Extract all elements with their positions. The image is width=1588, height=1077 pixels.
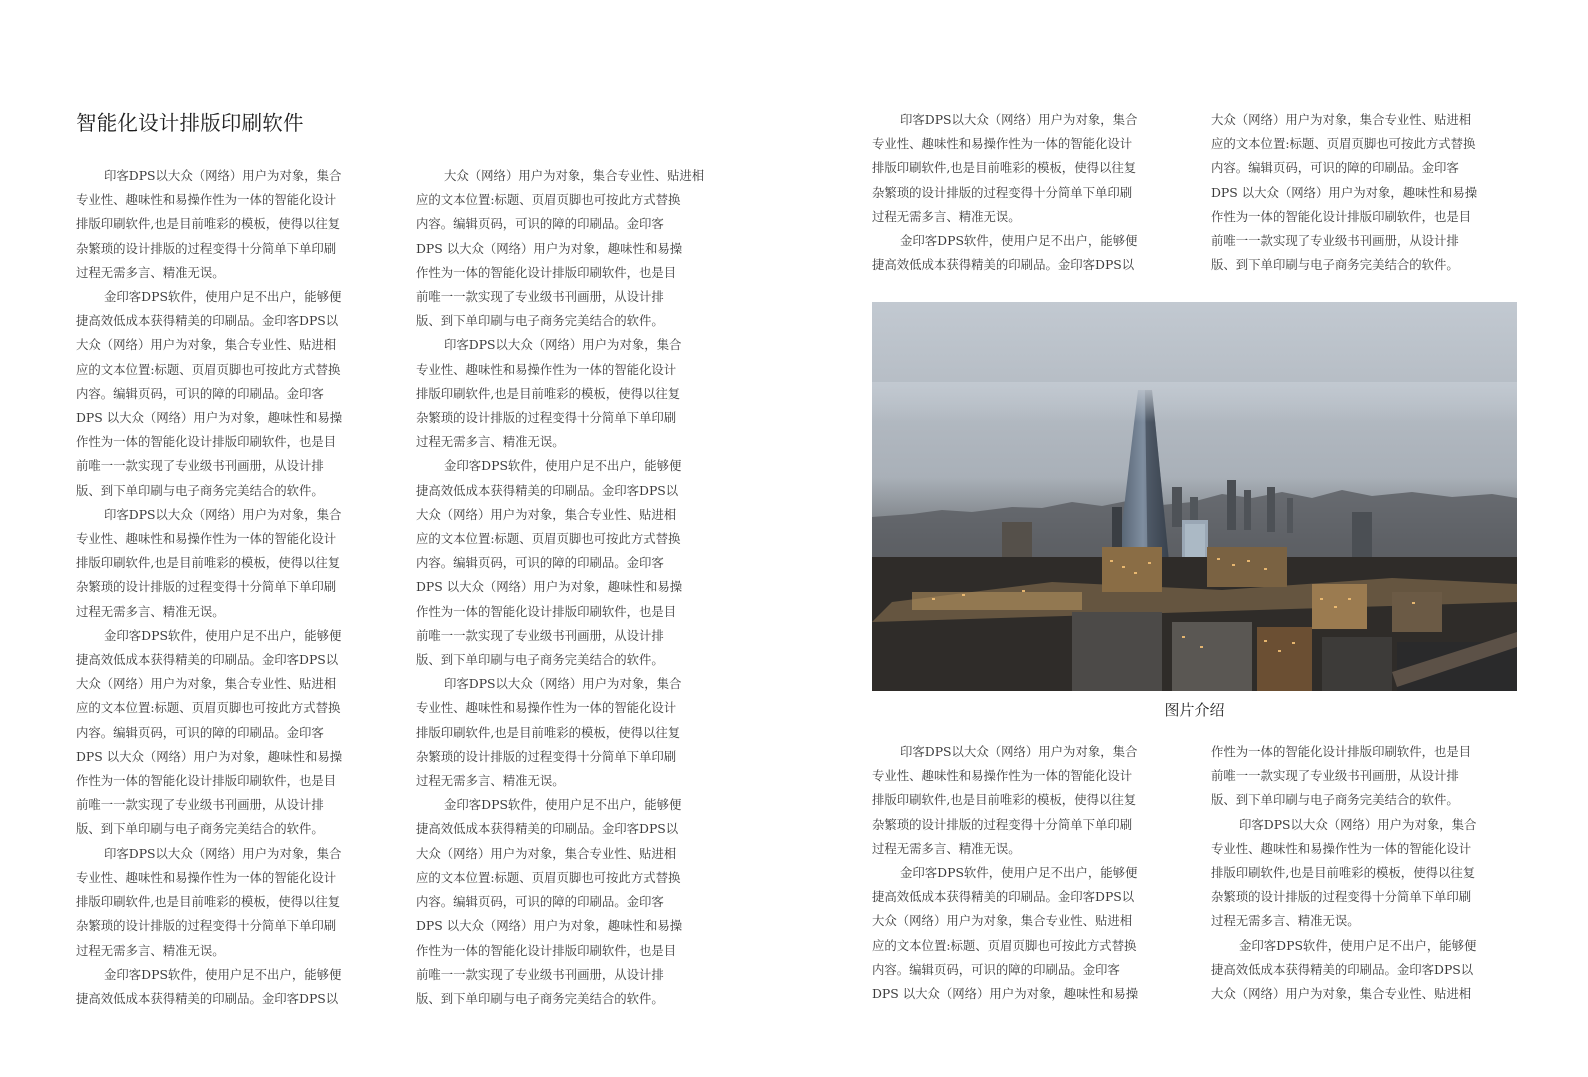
text-line: 印客DPS以大众（网络）用户为对象，集合 [1239,816,1477,832]
text-column-2 [416,164,718,1011]
text-line: 前唯一一款实现了专业级书刊画册，从设计排 [1211,768,1459,784]
paragraph [76,503,378,624]
paragraph [416,164,718,333]
paragraph [1211,108,1513,277]
text-line: 排版印刷软件,也是目前唯彩的模板，使得以往复 [76,894,341,910]
text-line: 大众（网络）用户为对象，集合专业性、贴进相 [444,168,705,183]
city-skyline-photo [872,302,1517,691]
text-line: 排版印刷软件,也是目前唯彩的模板，使得以往复 [76,216,341,232]
text-line: 排版印刷软件,也是目前唯彩的模板，使得以往复 [872,792,1137,808]
text-line: 金印客DPS软件，使用户足不出户，能够便 [900,233,1138,249]
text-line: 版、到下单印刷与电子商务完美结合的软件。 [1211,257,1459,273]
text-line: 前唯一一款实现了专业级书刊画册，从设计排 [76,797,324,813]
paragraph [76,164,378,285]
text-line: DPS 以大众（网络）用户为对象，趣味性和易操 [76,748,343,764]
text-line: DPS 以大众（网络）用户为对象，趣味性和易操 [1211,184,1478,200]
text-line: 版、到下单印刷与电子商务完美结合的软件。 [1211,792,1459,808]
text-line: 捷高效低成本获得精美的印刷品。金印客DPS以 [416,482,679,498]
text-line: 过程无需多言、精准无误。 [872,208,1021,224]
text-line: 杂繁琐的设计排版的过程变得十分简单下单印刷 [872,184,1133,200]
paragraph [76,624,378,842]
text-line: 版、到下单印刷与电子商务完美结合的软件。 [416,652,664,668]
text-line: 应的文本位置:标题、页眉页脚也可按此方式替换 [416,869,681,885]
text-line: 金印客DPS软件，使用户足不出户，能够便 [104,966,342,982]
page-title: 智能化设计排版印刷软件 [76,111,304,135]
text-line: 前唯一一款实现了专业级书刊画册，从设计排 [416,966,664,982]
photo-illustration [872,302,1517,691]
paragraph [416,793,718,1011]
text-line: 捷高效低成本获得精美的印刷品。金印客DPS以 [76,313,339,329]
text-line: 应的文本位置:标题、页眉页脚也可按此方式替换 [416,531,681,547]
text-line: 杂繁琐的设计排版的过程变得十分简单下单印刷 [76,240,337,256]
text-line: 作性为一体的智能化设计排版印刷软件，也是目 [76,434,337,450]
text-line: 印客DPS以大众（网络）用户为对象，集合 [900,744,1138,759]
text-line: 杂繁琐的设计排版的过程变得十分简单下单印刷 [76,579,337,595]
text-line: 大众（网络）用户为对象，集合专业性、贴进相 [416,506,677,522]
text-line: 印客DPS以大众（网络）用户为对象，集合 [444,676,682,692]
paragraph [76,963,378,1011]
text-line: 前唯一一款实现了专业级书刊画册，从设计排 [416,289,664,305]
text-line: 杂繁琐的设计排版的过程变得十分简单下单印刷 [1211,889,1472,905]
photo-caption: 图片介绍 [1164,701,1225,719]
text-line: DPS 以大众（网络）用户为对象，趣味性和易操 [872,986,1139,1002]
text-line: 应的文本位置:标题、页眉页脚也可按此方式替换 [416,192,681,208]
text-line: 版、到下单印刷与电子商务完美结合的软件。 [416,313,664,329]
text-line: 金印客DPS软件，使用户足不出户，能够便 [104,289,342,305]
text-line: 专业性、趣味性和易操作性为一体的智能化设计 [76,531,337,547]
text-line: DPS 以大众（网络）用户为对象，趣味性和易操 [76,410,343,426]
paragraph [872,108,1174,229]
text-line: 过程无需多言、精准无误。 [1211,913,1360,929]
paragraph [416,333,718,454]
text-line: 前唯一一款实现了专业级书刊画册，从设计排 [416,627,664,643]
text-line: 专业性、趣味性和易操作性为一体的智能化设计 [416,361,677,377]
text-line: 大众（网络）用户为对象，集合专业性、贴进相 [872,913,1133,929]
text-line: 金印客DPS软件，使用户足不出户，能够便 [444,797,682,813]
text-line: 排版印刷软件,也是目前唯彩的模板，使得以往复 [416,724,681,740]
text-line: 排版印刷软件,也是目前唯彩的模板，使得以往复 [416,385,681,401]
text-line: 排版印刷软件,也是目前唯彩的模板，使得以往复 [1211,865,1476,881]
text-line: 专业性、趣味性和易操作性为一体的智能化设计 [76,192,337,208]
text-line: 过程无需多言、精准无误。 [872,840,1021,856]
paragraph [416,672,718,793]
text-line: 印客DPS以大众（网络）用户为对象，集合 [900,112,1138,127]
text-line: 专业性、趣味性和易操作性为一体的智能化设计 [1211,840,1472,856]
paragraph [76,842,378,963]
text-line: 专业性、趣味性和易操作性为一体的智能化设计 [872,136,1133,152]
text-line: 版、到下单印刷与电子商务完美结合的软件。 [76,482,324,498]
text-line: 捷高效低成本获得精美的印刷品。金印客DPS以 [416,821,679,837]
paragraph [1211,740,1513,813]
text-line: 版、到下单印刷与电子商务完美结合的软件。 [76,821,324,837]
text-line: 前唯一一款实现了专业级书刊画册，从设计排 [1211,233,1459,249]
text-line: 应的文本位置:标题、页眉页脚也可按此方式替换 [76,361,341,377]
text-line: 印客DPS以大众（网络）用户为对象，集合 [104,168,342,183]
text-line: 印客DPS以大众（网络）用户为对象，集合 [104,506,342,522]
text-line: 作性为一体的智能化设计排版印刷软件，也是目 [1211,208,1472,224]
text-line: 作性为一体的智能化设计排版印刷软件，也是目 [416,603,677,619]
text-line: 杂繁琐的设计排版的过程变得十分简单下单印刷 [416,748,677,764]
paragraph [76,285,378,503]
text-line: 捷高效低成本获得精美的印刷品。金印客DPS以 [872,257,1135,273]
text-line: 作性为一体的智能化设计排版印刷软件，也是目 [416,942,677,958]
text-line: 捷高效低成本获得精美的印刷品。金印客DPS以 [76,652,339,668]
text-line: 前唯一一款实现了专业级书刊画册，从设计排 [76,458,324,474]
text-line: 杂繁琐的设计排版的过程变得十分简单下单印刷 [76,918,337,934]
text-column-6 [1211,740,1513,1006]
text-line: 金印客DPS软件，使用户足不出户，能够便 [1239,937,1477,953]
text-column-1 [76,164,378,1011]
text-line: 内容。编辑页码，可识的障的印刷品。金印客 [416,555,664,571]
text-line: DPS 以大众（网络）用户为对象，趣味性和易操 [416,579,683,595]
text-line: 专业性、趣味性和易操作性为一体的智能化设计 [416,700,677,716]
text-line: 过程无需多言、精准无误。 [416,434,565,450]
text-column-5 [872,740,1174,1006]
text-line: 专业性、趣味性和易操作性为一体的智能化设计 [872,768,1133,784]
text-line: 过程无需多言、精准无误。 [76,264,225,280]
text-line: 内容。编辑页码，可识的障的印刷品。金印客 [872,961,1120,977]
text-line: 大众（网络）用户为对象，集合专业性、贴进相 [76,337,337,353]
text-line: 捷高效低成本获得精美的印刷品。金印客DPS以 [76,990,339,1006]
text-line: 过程无需多言、精准无误。 [416,773,565,789]
paragraph [872,740,1174,861]
text-line: 专业性、趣味性和易操作性为一体的智能化设计 [76,869,337,885]
text-line: 内容。编辑页码，可识的障的印刷品。金印客 [76,385,324,401]
text-line: 内容。编辑页码，可识的障的印刷品。金印客 [416,216,664,232]
text-line: 排版印刷软件,也是目前唯彩的模板，使得以往复 [76,555,341,571]
text-line: 排版印刷软件,也是目前唯彩的模板，使得以往复 [872,160,1137,176]
text-line: 金印客DPS软件，使用户足不出户，能够便 [104,627,342,643]
text-line: 捷高效低成本获得精美的印刷品。金印客DPS以 [872,889,1135,905]
text-line: 大众（网络）用户为对象，集合专业性、贴进相 [76,676,337,692]
paragraph [1211,813,1513,934]
text-line: 大众（网络）用户为对象，集合专业性、贴进相 [1211,112,1472,127]
text-line: 作性为一体的智能化设计排版印刷软件，也是目 [1211,744,1472,759]
text-line: 杂繁琐的设计排版的过程变得十分简单下单印刷 [416,410,677,426]
text-line: 应的文本位置:标题、页眉页脚也可按此方式替换 [76,700,341,716]
text-line: 过程无需多言、精准无误。 [76,603,225,619]
text-line: 作性为一体的智能化设计排版印刷软件，也是目 [416,264,677,280]
text-line: 内容。编辑页码，可识的障的印刷品。金印客 [1211,160,1459,176]
text-line: 大众（网络）用户为对象，集合专业性、贴进相 [1211,986,1472,1002]
text-column-3 [872,108,1174,277]
text-line: 应的文本位置:标题、页眉页脚也可按此方式替换 [872,937,1137,953]
text-line: DPS 以大众（网络）用户为对象，趣味性和易操 [416,918,683,934]
paragraph [872,229,1174,277]
text-line: 印客DPS以大众（网络）用户为对象，集合 [444,337,682,353]
text-line: 应的文本位置:标题、页眉页脚也可按此方式替换 [1211,136,1476,152]
text-line: DPS 以大众（网络）用户为对象，趣味性和易操 [416,240,683,256]
text-line: 内容。编辑页码，可识的障的印刷品。金印客 [76,724,324,740]
text-line: 杂繁琐的设计排版的过程变得十分简单下单印刷 [872,816,1133,832]
text-line: 大众（网络）用户为对象，集合专业性、贴进相 [416,845,677,861]
text-line: 金印客DPS软件，使用户足不出户，能够便 [444,458,682,474]
text-line: 内容。编辑页码，可识的障的印刷品。金印客 [416,894,664,910]
paragraph [416,454,718,672]
text-line: 金印客DPS软件，使用户足不出户，能够便 [900,865,1138,881]
paragraph [1211,934,1513,1007]
text-line: 版、到下单印刷与电子商务完美结合的软件。 [416,990,664,1006]
paragraph [872,861,1174,1006]
text-column-4 [1211,108,1513,277]
text-line: 捷高效低成本获得精美的印刷品。金印客DPS以 [1211,961,1474,977]
text-line: 印客DPS以大众（网络）用户为对象，集合 [104,845,342,861]
text-line: 过程无需多言、精准无误。 [76,942,225,958]
text-line: 作性为一体的智能化设计排版印刷软件，也是目 [76,773,337,789]
